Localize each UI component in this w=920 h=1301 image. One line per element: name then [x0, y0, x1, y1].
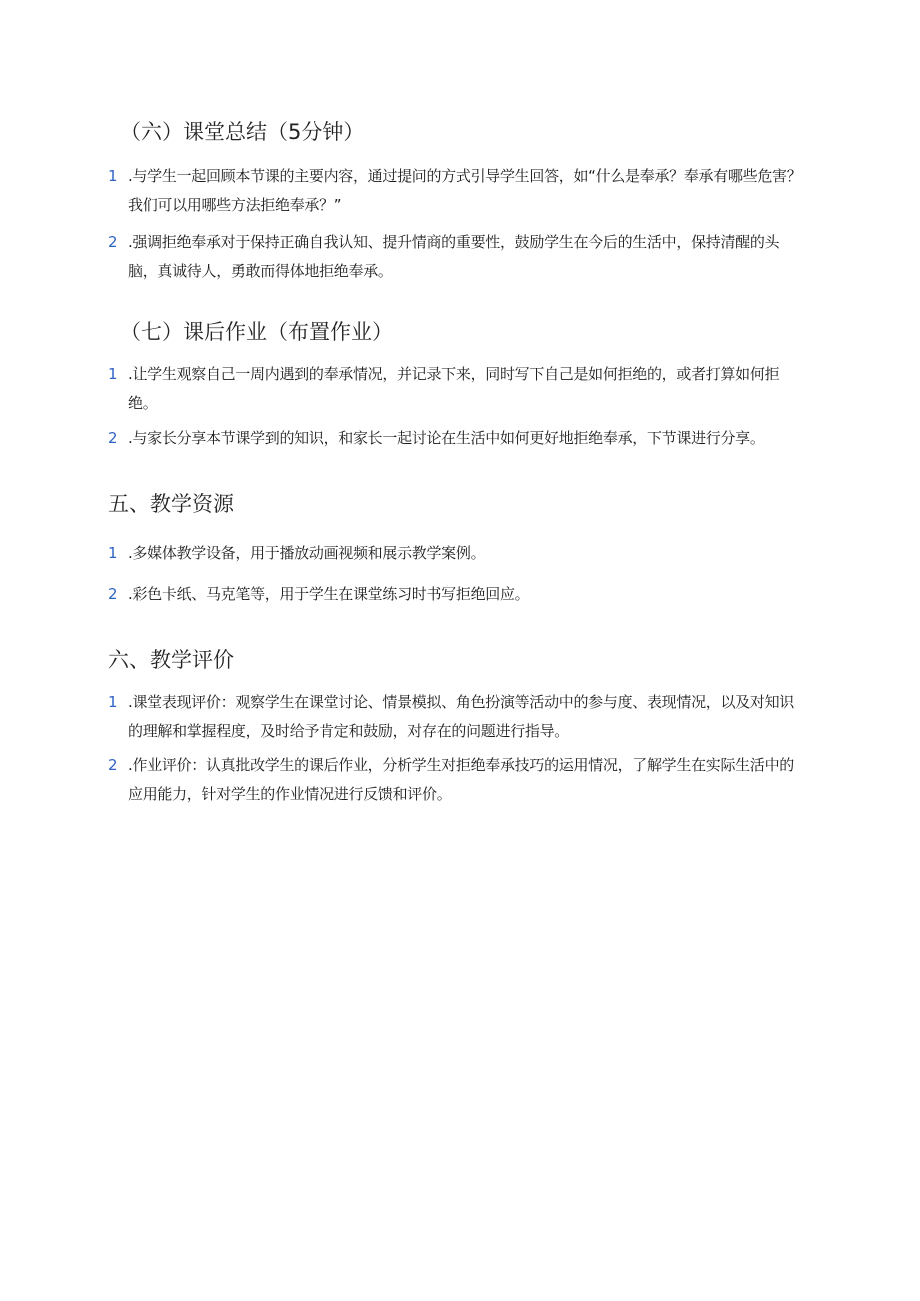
list-item-number: 2: [108, 756, 118, 774]
list-item: [108, 688, 808, 746]
section-heading-class-summary: （六）课堂总结（5分钟）: [120, 120, 365, 144]
list-item-number: 2: [108, 233, 118, 251]
list-item: [108, 424, 808, 453]
list-item-text: .让学生观察自己一周内遇到的奉承情况，并记录下来，同时写下自己是如何拒绝的，或者打算如何拒绝。: [128, 365, 780, 412]
list-item-text: .彩色卡纸、马克笔等，用于学生在课堂练习时书写拒绝回应。: [128, 585, 530, 603]
list-item: [108, 162, 808, 220]
list-item: [108, 360, 808, 418]
list-item-number: 1: [108, 365, 118, 383]
list-item-number: 2: [108, 429, 118, 447]
section-heading-teaching-resources: 五、教学资源: [108, 492, 234, 516]
list-item-text: .课堂表现评价：观察学生在课堂讨论、情景模拟、角色扮演等活动中的参与度、表现情况，以及对知识的理解和掌握程度，及时给予肯定和鼓励，对存在的问题进行指导。: [128, 693, 794, 740]
list-item: [108, 751, 808, 809]
list-item: [108, 539, 808, 568]
list-item-number: 1: [108, 544, 118, 562]
list-item-text: .多媒体教学设备，用于播放动画视频和展示教学案例。: [128, 544, 486, 562]
list-item-number: 1: [108, 167, 118, 185]
list-item-number: 1: [108, 693, 118, 711]
list-item-text: .与学生一起回顾本节课的主要内容，通过提问的方式引导学生回答，如“什么是奉承？奉承有哪些危害？我们可以用哪些方法拒绝奉承？”: [128, 167, 802, 214]
list-item-text: .强调拒绝奉承对于保持正确自我认知、提升情商的重要性，鼓励学生在今后的生活中，保持清醒的头脑，真诚待人，勇敢而得体地拒绝奉承。: [128, 233, 780, 280]
list-item-text: .与家长分享本节课学到的知识，和家长一起讨论在生活中如何更好地拒绝奉承，下节课进行分享。: [128, 429, 765, 447]
section-heading-teaching-evaluation: 六、教学评价: [108, 648, 234, 672]
list-item-number: 2: [108, 585, 118, 603]
section-heading-homework: （七）课后作业（布置作业）: [120, 320, 393, 344]
list-item-text: .作业评价：认真批改学生的课后作业，分析学生对拒绝奉承技巧的运用情况，了解学生在实际生活中的应用能力，针对学生的作业情况进行反馈和评价。: [128, 756, 794, 803]
list-item: [108, 580, 808, 609]
list-item: [108, 228, 808, 286]
